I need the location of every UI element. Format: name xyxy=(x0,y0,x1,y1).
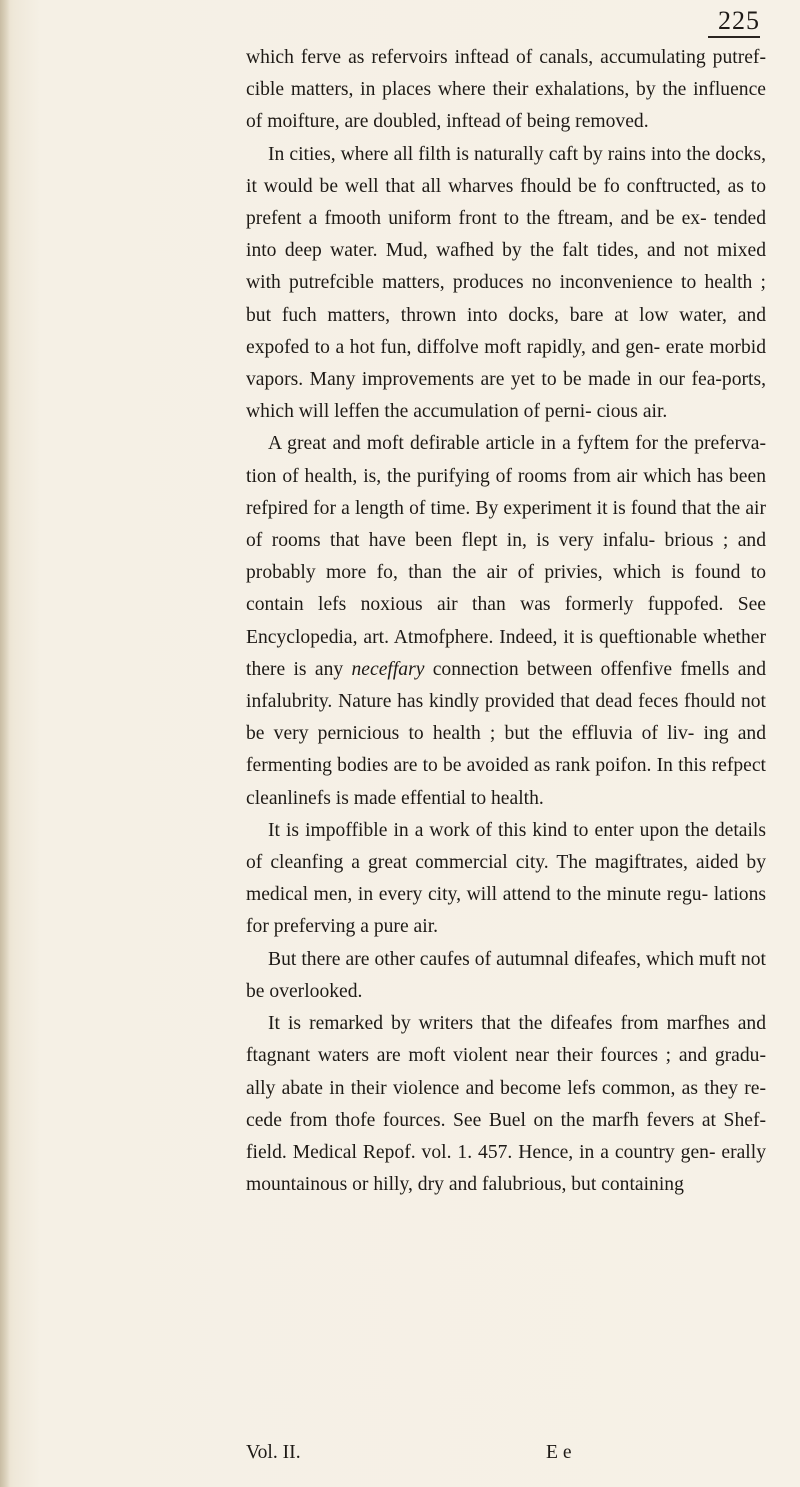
paragraph-text: It is impoffible in a work of this kind to enter upon the details of cleanfing a great commercial city. The magiftrates, aided by medical men, in every city, will attend to the minute regu- lations for preferving a pure air. xyxy=(246,819,766,938)
paragraph-text: In cities, where all filth is naturally caft by rains into the docks, it would be well that all wharves fhould be fo conftructed, as to prefent a fmooth uniform front to the ftream, and be ex- tended into deep water. Mud, wafhed by the falt tides, and not mixed with putrefcible matters, produces no inconvenience to health ; but fuch matters, thrown into docks, bare at low water, and expofed to a hot fun, diffolve moft rapidly, and gen- erate morbid vapors. Many improvements are yet to be made in our fea-ports, which will leffen the accumulation of perni- cious air. xyxy=(246,143,766,423)
binding-shadow xyxy=(0,0,10,1487)
paragraph xyxy=(246,944,766,1008)
paragraph-text: A great and moft defirable article in a fyftem for the preferva- tion of health, is, the purifying of rooms from air which has been refpired for a length of time. By experiment it is found that the air of rooms that have been flept in, is very infalu- brious ; and probably more fo, than the air of privies, which is found to contain lefs noxious air than was formerly fuppofed. See Encyclopedia, art. Atmofphere. Indeed, it is queftionable whether there is any xyxy=(246,433,766,680)
paragraph xyxy=(246,139,766,429)
signature-mark: E e xyxy=(546,1442,572,1463)
header-rule xyxy=(708,36,760,38)
paragraph-text: It is remarked by writers that the difeafes from marfhes and ftagnant waters are moft violent near their fources ; and gradu- ally abate in their violence and become lefs common, as they re- cede from thofe fources. See Buel on the marfh fevers at Shef- field. Medical Repof. vol. 1. 457. Hence, in a country gen- erally mountainous or hilly, dry and falubrious, but containing xyxy=(246,1013,766,1196)
italic-text: neceffary xyxy=(351,658,425,680)
paragraph xyxy=(246,42,766,139)
paragraph-text: But there are other caufes of autumnal difeafes, which muft not be overlooked. xyxy=(246,948,766,1002)
paragraph xyxy=(246,815,766,944)
body-text xyxy=(246,42,766,1201)
paragraph xyxy=(246,1008,766,1201)
paragraph-text: connection between offenfive fmells and infalubrity. Nature has kindly provided that dead feces fhould not be very pernicious to health ; but the effluvia of liv- ing and fermenting bodies are to be avoided as rank poifon. In this refpect cleanlinefs is made effential to health. xyxy=(246,658,766,809)
paragraph xyxy=(246,428,766,814)
paragraph-text: which ferve as refervoirs inftead of canals, accumulating putref- cible matters, in places where their exhalations, by the influence of moifture, are doubled, inftead of being removed. xyxy=(246,47,766,133)
volume-marker: Vol. II. xyxy=(246,1442,301,1463)
page-number: 225 xyxy=(718,6,760,35)
